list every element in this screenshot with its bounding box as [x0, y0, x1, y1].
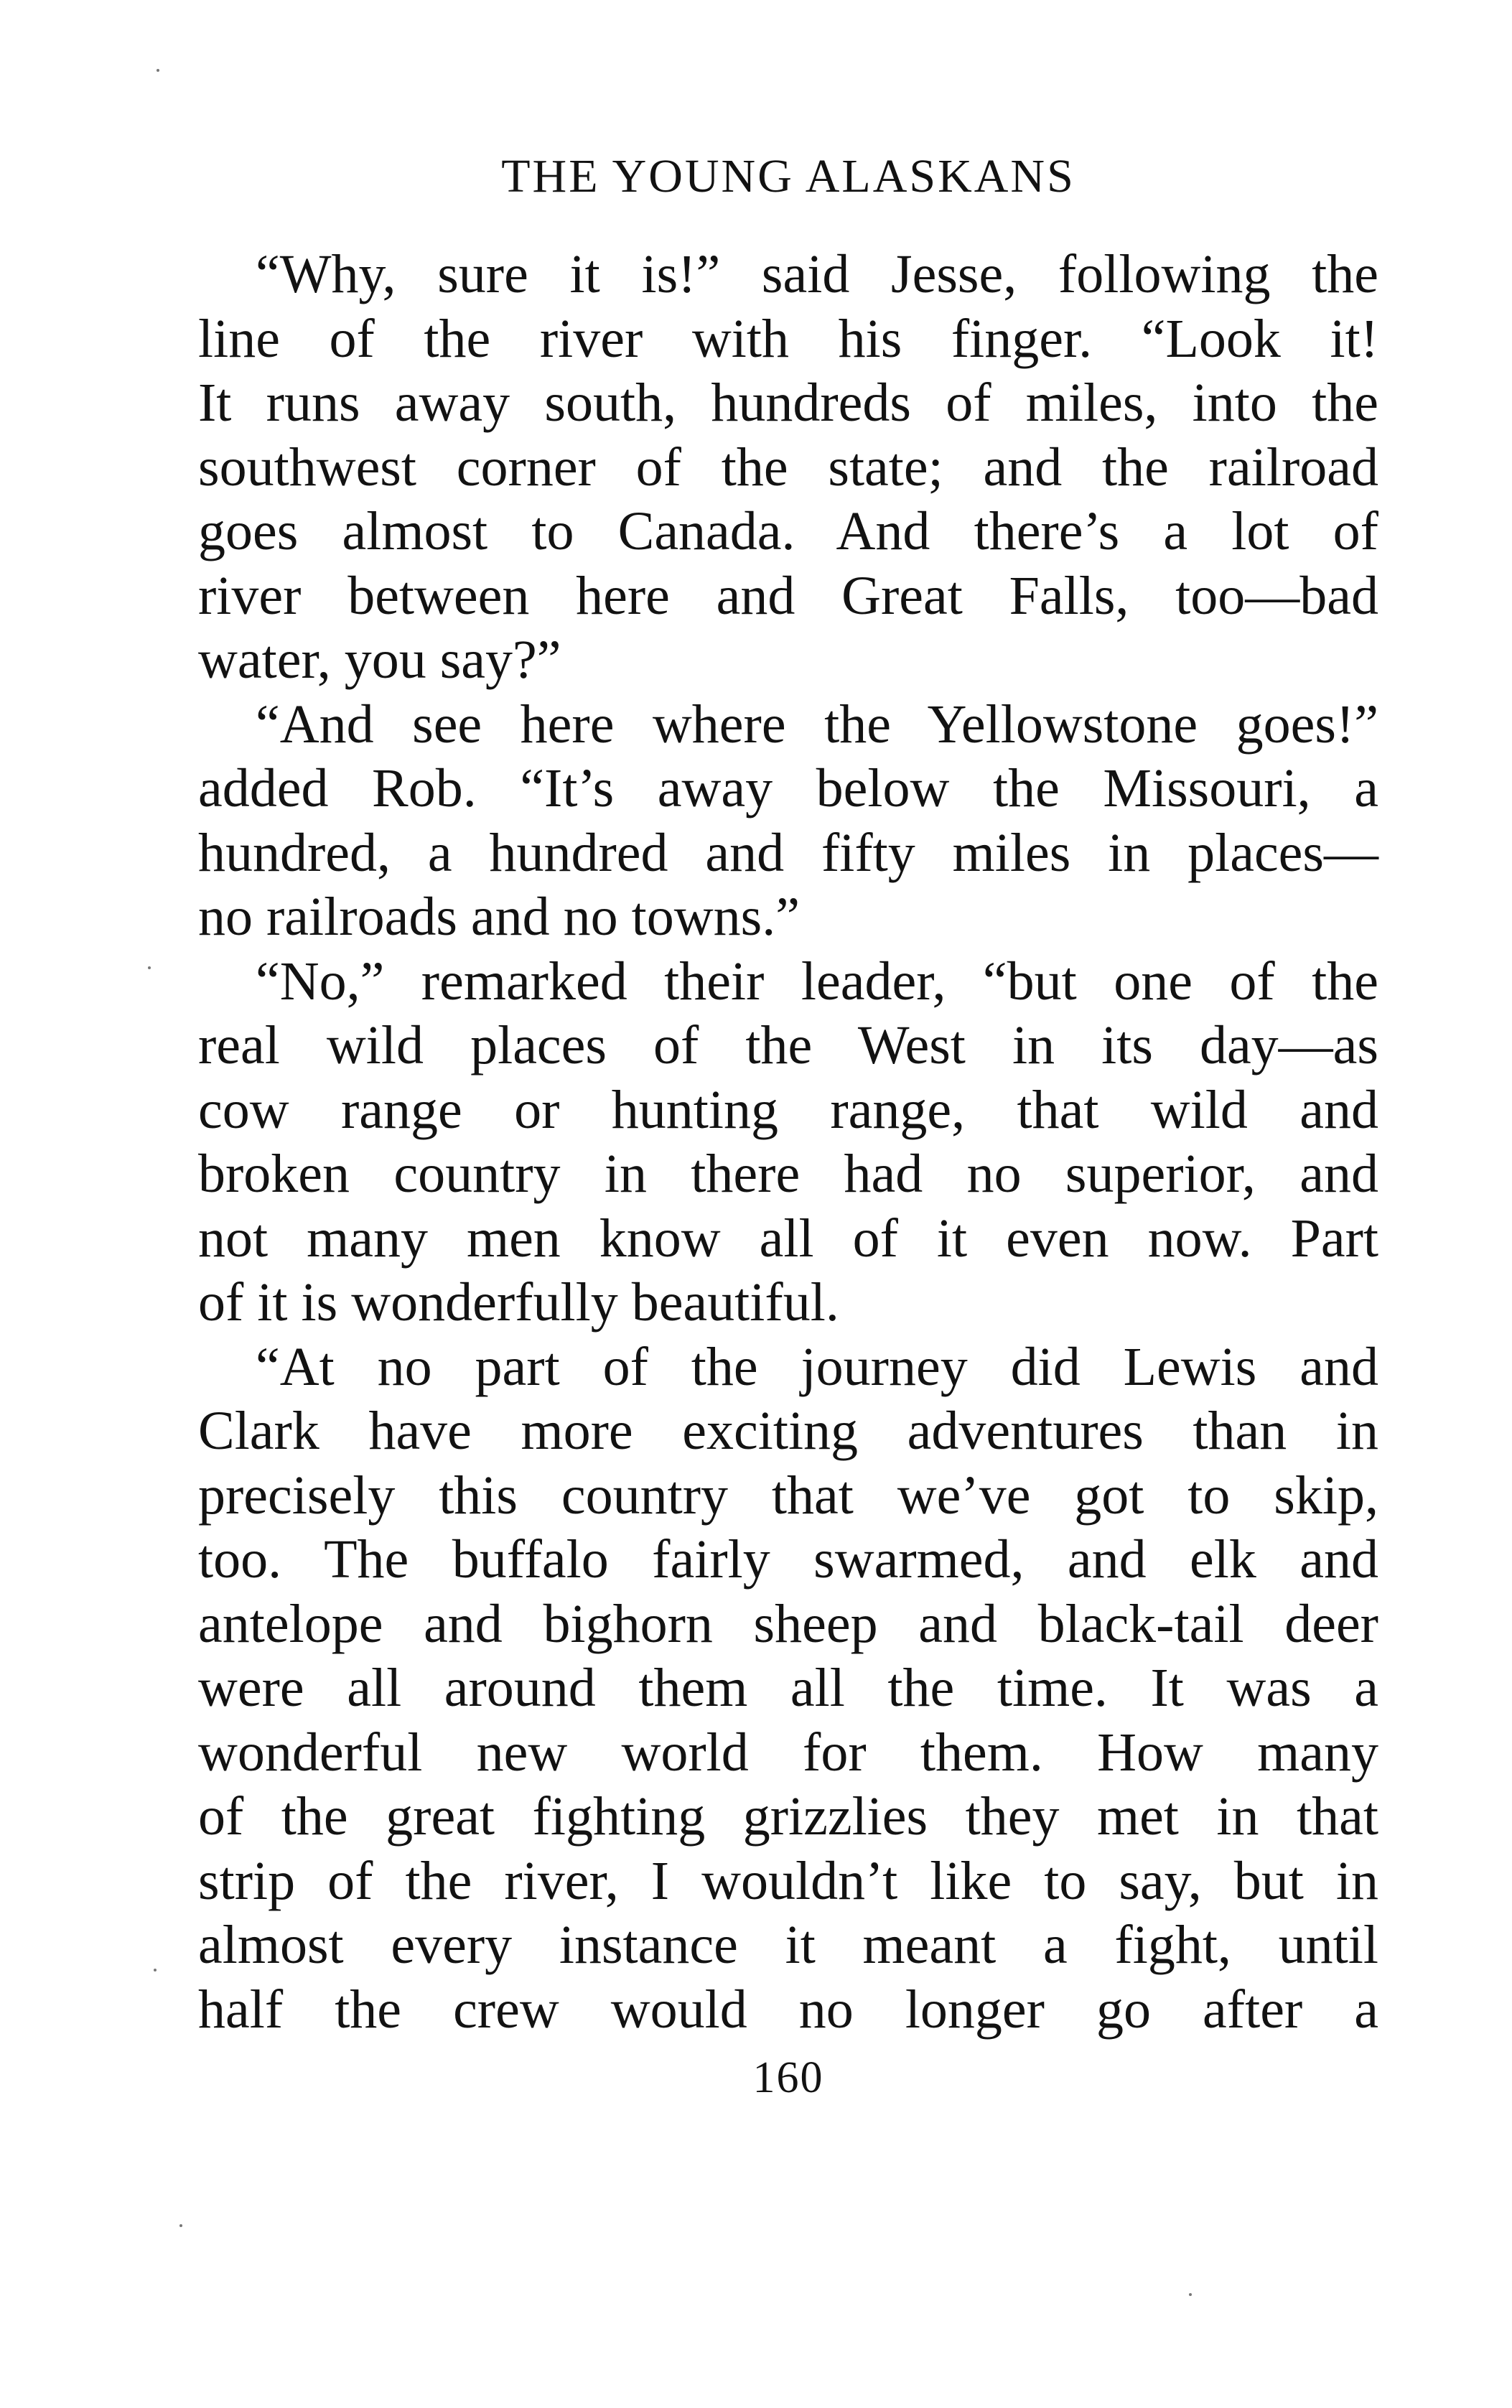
- paper-speck: [179, 2224, 182, 2227]
- text-line: line of the river with his finger. “Look it!: [198, 308, 1378, 369]
- text-line: were all around them all the time. It was a: [198, 1658, 1378, 1718]
- text-line: half the crew would no longer go after a: [198, 1979, 1378, 2040]
- text-line: almost every instance it meant a fight, until: [198, 1915, 1378, 1975]
- text-line: southwest corner of the state; and the railroad: [198, 437, 1378, 498]
- text-line: “No,” remarked their leader, “but one of the: [256, 951, 1378, 1012]
- text-line: not many men know all of it even now. Part: [198, 1208, 1378, 1269]
- text-line: “And see here where the Yellowstone goes!”: [256, 694, 1378, 755]
- text-line: goes almost to Canada. And there’s a lot of: [198, 501, 1378, 561]
- text-line: river between here and Great Falls, too—bad: [198, 565, 1378, 626]
- text-line: It runs away south, hundreds of miles, into the: [198, 373, 1378, 433]
- text-line: water, you say?”: [198, 630, 561, 690]
- paper-speck: [157, 69, 159, 72]
- text-line: strip of the river, I wouldn’t like to say, but in: [198, 1850, 1378, 1911]
- text-line: added Rob. “It’s away below the Missouri, a: [198, 758, 1378, 818]
- paper-speck: [1189, 2293, 1192, 2296]
- body-text: [198, 243, 1378, 2042]
- paper-speck: [154, 1969, 157, 1971]
- text-line: no railroads and no towns.”: [198, 887, 800, 947]
- text-line: “At no part of the journey did Lewis and: [256, 1336, 1378, 1397]
- text-line: hundred, a hundred and fifty miles in places—: [198, 822, 1378, 883]
- text-line: cow range or hunting range, that wild and: [198, 1079, 1378, 1140]
- text-line: Clark have more exciting adventures than in: [198, 1401, 1378, 1461]
- text-line: of it is wonderfully beautiful.: [198, 1272, 839, 1333]
- text-line: of the great fighting grizzlies they met in that: [198, 1786, 1378, 1847]
- text-line: precisely this country that we’ve got to skip,: [198, 1465, 1378, 1526]
- text-line: antelope and bighorn sheep and black-tail deer: [198, 1593, 1378, 1654]
- running-head: THE YOUNG ALASKANS: [501, 150, 1075, 202]
- text-line: wonderful new world for them. How many: [198, 1722, 1378, 1783]
- page-number: 160: [752, 2053, 824, 2102]
- text-line: “Why, sure it is!” said Jesse, following the: [256, 244, 1378, 304]
- text-line: broken country in there had no superior, and: [198, 1144, 1378, 1204]
- text-line: too. The buffalo fairly swarmed, and elk and: [198, 1529, 1378, 1590]
- paper-speck: [148, 966, 151, 969]
- text-line: real wild places of the West in its day—as: [198, 1015, 1378, 1075]
